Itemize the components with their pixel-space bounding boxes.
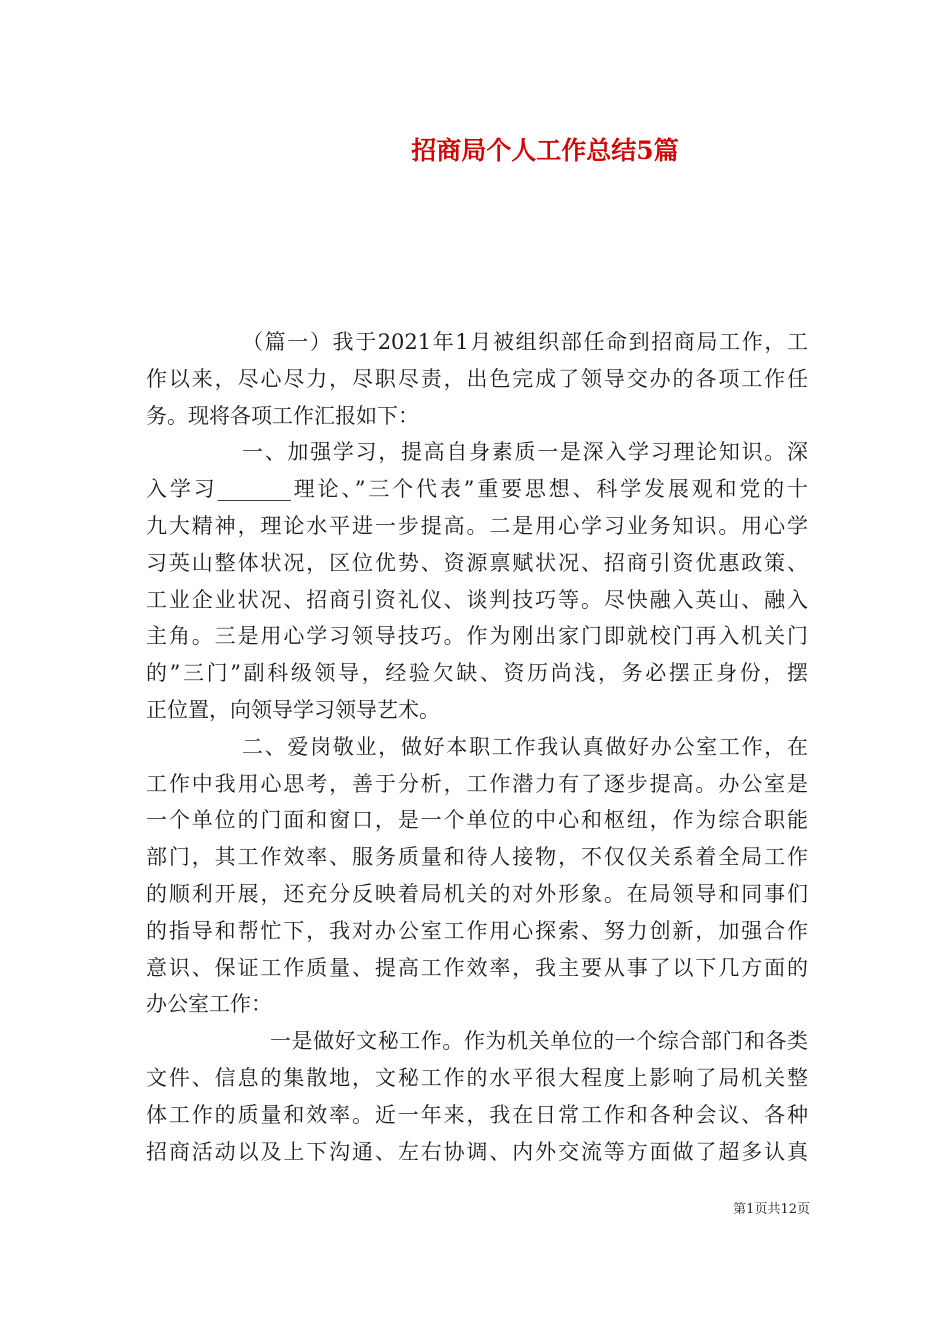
body-line: 办公室工作： [146,992,272,1017]
body-line: 习英山整体状况，区位优势、资源禀赋状况、招商引资优惠政策、 [146,550,808,575]
body-line: 的顺利开展，还充分反映着局机关的对外形象。在局领导和同事们 [146,881,808,906]
page-number: 第1页共12页 [733,1202,810,1217]
body-line: 一、加强学习，提高自身素质一是深入学习理论知识。深 [242,440,808,465]
document-title: 招商局个人工作总结5篇 [411,136,679,165]
body-line: 务。现将各项工作汇报如下： [146,403,419,428]
body-line: 一个单位的门面和窗口，是一个单位的中心和枢纽，作为综合职能 [146,808,808,833]
body-line: 正位置，向领导学习领导艺术。 [146,697,440,722]
body-line: 的”三门”副科级领导，经验欠缺、资历尚浅，务必摆正身份，摆 [146,661,808,686]
body-line: 部门，其工作效率、服务质量和待人接物，不仅仅关系着全局工作 [146,845,808,870]
document-body [146,324,808,1170]
body-line: 意识、保证工作质量、提高工作效率，我主要从事了以下几方面的 [146,955,808,980]
body-line: 的指导和帮忙下，我对办公室工作用心探索、努力创新，加强合作 [146,918,808,943]
body-line: 作以来，尽心尽力，尽职尽责，出色完成了领导交办的各项工作任 [146,366,808,391]
body-line: 招商活动以及上下沟通、左右协调、内外交流等方面做了超多认真 [146,1139,808,1164]
body-line: 九大精神，理论水平进一步提高。二是用心学习业务知识。用心学 [146,513,808,538]
body-line: 二、爱岗敬业，做好本职工作我认真做好办公室工作，在 [242,734,808,759]
body-line: 工作中我用心思考，善于分析，工作潜力有了逐步提高。办公室是 [146,771,808,796]
body-line: 入学习_______理论、”三个代表”重要思想、科学发展观和党的十 [146,477,808,502]
body-line: 一是做好文秘工作。作为机关单位的一个综合部门和各类 [270,1029,808,1054]
body-line: 文件、信息的集散地，文秘工作的水平很大程度上影响了局机关整 [146,1065,808,1090]
body-line: （篇一）我于2021年1月被组织部任命到招商局工作，工 [242,330,808,354]
body-line: 体工作的质量和效率。近一年来，我在日常工作和各种会议、各种 [146,1102,808,1127]
body-line: 工业企业状况、招商引资礼仪、谈判技巧等。尽快融入英山、融入 [146,587,808,612]
body-line: 主角。三是用心学习领导技巧。作为刚出家门即就校门再入机关门 [146,624,808,649]
